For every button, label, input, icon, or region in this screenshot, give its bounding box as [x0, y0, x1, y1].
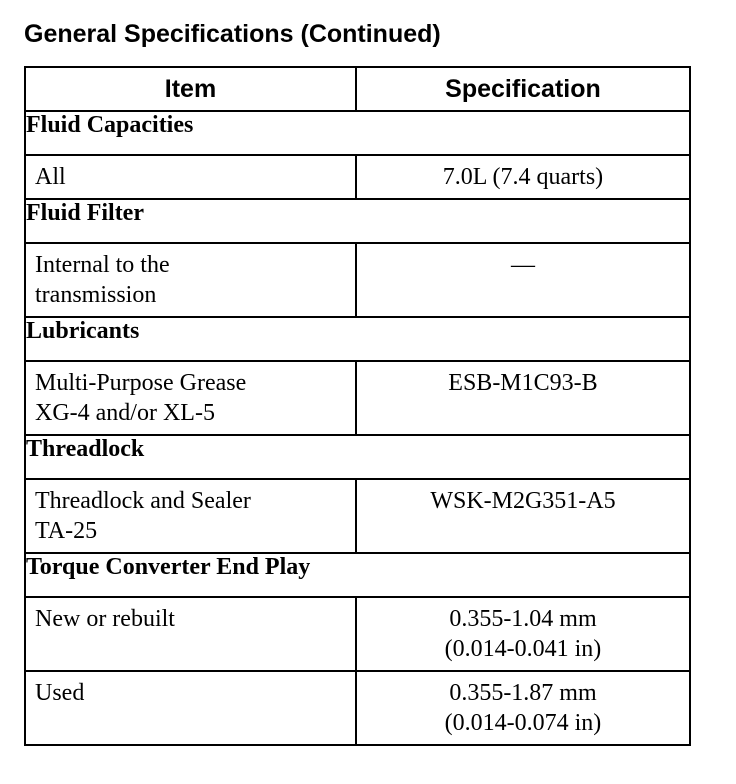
- table-row: [25, 479, 690, 553]
- item-cell: All: [25, 155, 356, 199]
- section-row-torque-converter-end-play: [25, 553, 690, 597]
- spec-cell: 0.355-1.04 mm (0.014-0.041 in): [356, 597, 690, 671]
- spec-cell: 0.355-1.87 mm (0.014-0.074 in): [356, 671, 690, 745]
- section-heading: Lubricants: [25, 317, 690, 361]
- specifications-table: [24, 66, 691, 746]
- table-row: [25, 597, 690, 671]
- column-header-specification: Specification: [356, 67, 690, 111]
- item-cell: Used: [25, 671, 356, 745]
- section-row-fluid-filter: [25, 199, 690, 243]
- section-heading: Fluid Filter: [25, 199, 690, 243]
- spec-cell: —: [356, 243, 690, 317]
- page-title: General Specifications (Continued): [24, 20, 441, 48]
- item-cell: Threadlock and Sealer TA-25: [25, 479, 356, 553]
- item-cell: New or rebuilt: [25, 597, 356, 671]
- table-header-row: [25, 67, 690, 111]
- spec-cell: ESB-M1C93-B: [356, 361, 690, 435]
- section-heading: Fluid Capacities: [25, 111, 690, 155]
- section-heading: Threadlock: [25, 435, 690, 479]
- table-row: [25, 671, 690, 745]
- spec-cell: WSK-M2G351-A5: [356, 479, 690, 553]
- table-row: [25, 361, 690, 435]
- section-row-threadlock: [25, 435, 690, 479]
- column-header-item: Item: [25, 67, 356, 111]
- spec-cell: 7.0L (7.4 quarts): [356, 155, 690, 199]
- table-row: [25, 243, 690, 317]
- item-cell: Internal to the transmission: [25, 243, 356, 317]
- section-row-lubricants: [25, 317, 690, 361]
- table-row: [25, 155, 690, 199]
- item-cell: Multi-Purpose Grease XG-4 and/or XL-5: [25, 361, 356, 435]
- section-row-fluid-capacities: [25, 111, 690, 155]
- section-heading: Torque Converter End Play: [25, 553, 690, 597]
